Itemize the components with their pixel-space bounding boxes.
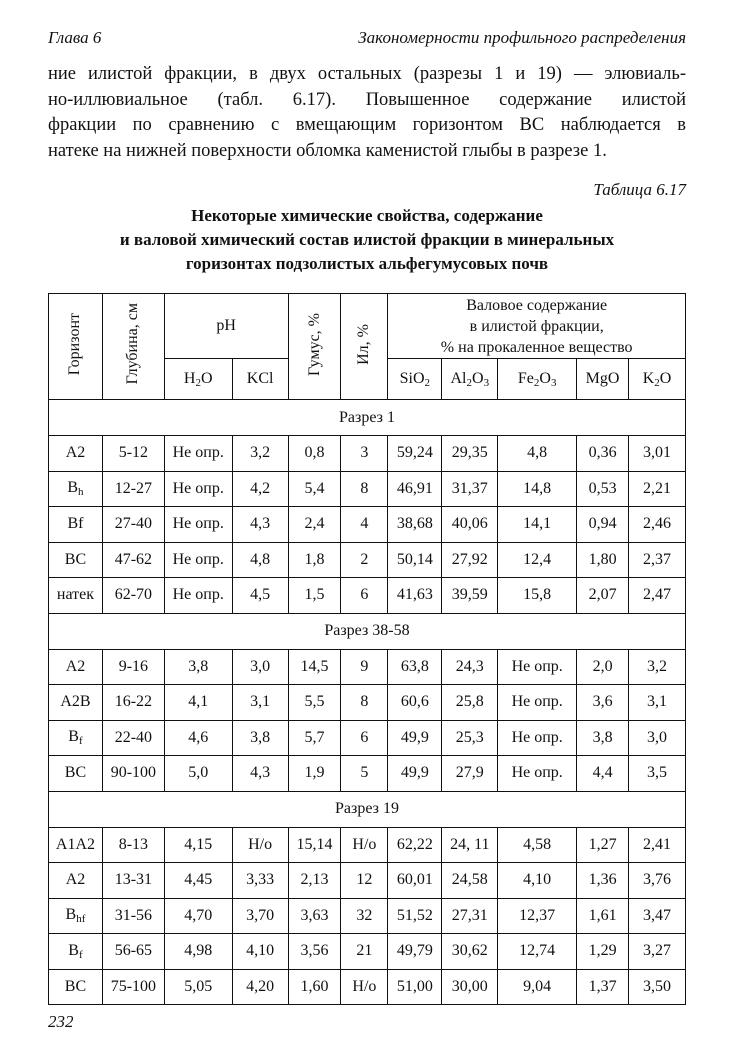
value-cell: 3 — [341, 436, 388, 472]
header-oxide: SiO$_2$ — [388, 359, 442, 400]
value-cell: 14,8 — [498, 471, 577, 507]
value-cell: 49,9 — [388, 720, 442, 756]
value-cell: 12,37 — [498, 898, 577, 934]
value-cell: 2,46 — [629, 507, 686, 543]
value-cell: 50,14 — [388, 542, 442, 578]
value-cell: 3,6 — [577, 685, 629, 721]
value-cell: 3,01 — [629, 436, 686, 472]
value-cell: 5,05 — [164, 969, 232, 1005]
value-cell: 8 — [341, 471, 388, 507]
horizon-cell: $B_h$ — [49, 471, 103, 507]
value-cell: 2 — [341, 542, 388, 578]
header-oxide: $Al_2O_3$ — [442, 359, 498, 400]
value-cell: 27,9 — [442, 756, 498, 792]
value-cell: 51,00 — [388, 969, 442, 1005]
table-row — [49, 685, 686, 721]
value-cell: 32 — [341, 898, 388, 934]
value-cell: 5 — [341, 756, 388, 792]
value-cell: 3,1 — [232, 685, 288, 721]
caption-line: горизонтах подзолистых альфегумусовых почв — [185, 254, 549, 273]
horizon-cell: A2 — [49, 649, 103, 685]
value-cell: 15,8 — [498, 578, 577, 614]
value-cell: 22-40 — [102, 720, 164, 756]
value-cell: 4,45 — [164, 863, 232, 899]
value-cell: 1,36 — [577, 863, 629, 899]
header-ph-h2o: $H_2O$ — [164, 359, 232, 400]
chapter-label: Глава 6 — [48, 28, 102, 47]
value-cell: 41,63 — [388, 578, 442, 614]
value-cell: 2,4 — [288, 507, 341, 543]
value-cell: 4,15 — [164, 827, 232, 863]
value-cell: 3,8 — [577, 720, 629, 756]
value-cell: 0,36 — [577, 436, 629, 472]
value-cell: 24, 11 — [442, 827, 498, 863]
value-cell: 2,13 — [288, 863, 341, 899]
horizon-cell: натек — [49, 578, 103, 614]
table-row — [49, 436, 686, 472]
value-cell: 6 — [341, 578, 388, 614]
value-cell: 4,8 — [498, 436, 577, 472]
value-cell: 3,63 — [288, 898, 341, 934]
paragraph-line: натеке на нижней поверхности обломка каменистой глыбы в разрезе 1. — [48, 140, 607, 161]
header-depth: Глубина, см — [102, 294, 164, 400]
value-cell: 1,9 — [288, 756, 341, 792]
value-cell: 9,04 — [498, 969, 577, 1005]
value-cell: 8 — [341, 685, 388, 721]
section-title: Разрез 38-58 — [49, 613, 686, 649]
value-cell: 12 — [341, 863, 388, 899]
value-cell: 12,4 — [498, 542, 577, 578]
value-cell: 60,6 — [388, 685, 442, 721]
header-horizon: Горизонт — [49, 294, 103, 400]
value-cell: 3,8 — [232, 720, 288, 756]
value-cell: 5,0 — [164, 756, 232, 792]
value-cell: 3,47 — [629, 898, 686, 934]
header-oxide: MgO — [577, 359, 629, 400]
running-header — [48, 28, 686, 50]
value-cell: Не опр. — [164, 542, 232, 578]
value-cell: 4,3 — [232, 507, 288, 543]
value-cell: 0,94 — [577, 507, 629, 543]
value-cell: 12,74 — [498, 934, 577, 970]
value-cell: 60,01 — [388, 863, 442, 899]
caption-line: и валовой химический состав илистой фракции в минеральных — [119, 230, 615, 249]
header-bulk: Валовое содержание в илистой фракции, % на прокаленное вещество — [388, 294, 686, 359]
value-cell: 1,60 — [288, 969, 341, 1005]
value-cell: 49,79 — [388, 934, 442, 970]
value-cell: 3,0 — [629, 720, 686, 756]
value-cell: 5,7 — [288, 720, 341, 756]
data-table — [48, 293, 686, 1005]
value-cell: 30,00 — [442, 969, 498, 1005]
value-cell: 3,1 — [629, 685, 686, 721]
value-cell: 1,8 — [288, 542, 341, 578]
value-cell: 3,33 — [232, 863, 288, 899]
value-cell: Н/о — [232, 827, 288, 863]
value-cell: 27,31 — [442, 898, 498, 934]
value-cell: Не опр. — [498, 756, 577, 792]
value-cell: 2,0 — [577, 649, 629, 685]
table-row — [49, 934, 686, 970]
value-cell: 3,56 — [288, 934, 341, 970]
value-cell: 27-40 — [102, 507, 164, 543]
value-cell: 0,53 — [577, 471, 629, 507]
value-cell: 46,91 — [388, 471, 442, 507]
value-cell: 2,41 — [629, 827, 686, 863]
value-cell: 1,37 — [577, 969, 629, 1005]
body-paragraph — [48, 62, 686, 164]
value-cell: 5,4 — [288, 471, 341, 507]
value-cell: Не опр. — [164, 471, 232, 507]
header-ph: pH — [164, 294, 288, 359]
value-cell: 9-16 — [102, 649, 164, 685]
value-cell: 4,98 — [164, 934, 232, 970]
horizon-cell: A1A2 — [49, 827, 103, 863]
value-cell: 0,8 — [288, 436, 341, 472]
caption-line: Некоторые химические свойства, содержание — [191, 206, 543, 225]
value-cell: 40,06 — [442, 507, 498, 543]
value-cell: 4,20 — [232, 969, 288, 1005]
table-number: Таблица 6.17 — [593, 180, 686, 199]
value-cell: 51,52 — [388, 898, 442, 934]
value-cell: 24,58 — [442, 863, 498, 899]
table-row — [49, 471, 686, 507]
value-cell: 4,1 — [164, 685, 232, 721]
value-cell: 4 — [341, 507, 388, 543]
value-cell: 31,37 — [442, 471, 498, 507]
value-cell: 6 — [341, 720, 388, 756]
value-cell: 9 — [341, 649, 388, 685]
value-cell: 3,76 — [629, 863, 686, 899]
section-title: Разрез 1 — [49, 400, 686, 436]
value-cell: 3,5 — [629, 756, 686, 792]
value-cell: 31-56 — [102, 898, 164, 934]
table-row — [49, 578, 686, 614]
header-ph-kcl: KCl — [232, 359, 288, 400]
header-silt: Ил, % — [341, 294, 388, 400]
header-oxide: $K_2O$ — [629, 359, 686, 400]
paragraph-line: но-иллювиальное (табл. 6.17). Повышенное содержание илистой — [48, 89, 686, 110]
section-title: Разрез 19 — [49, 791, 686, 827]
value-cell: 47-62 — [102, 542, 164, 578]
table-caption — [48, 204, 686, 276]
value-cell: 29,35 — [442, 436, 498, 472]
value-cell: 1,27 — [577, 827, 629, 863]
value-cell: 38,68 — [388, 507, 442, 543]
value-cell: Н/о — [341, 827, 388, 863]
value-cell: 39,59 — [442, 578, 498, 614]
header-humus: Гумус, % — [288, 294, 341, 400]
value-cell: 8-13 — [102, 827, 164, 863]
value-cell: Не опр. — [164, 578, 232, 614]
value-cell: Не опр. — [164, 507, 232, 543]
horizon-cell: A2 — [49, 863, 103, 899]
value-cell: 4,5 — [232, 578, 288, 614]
table-row — [49, 898, 686, 934]
page-number: 232 — [48, 1012, 74, 1031]
value-cell: 1,5 — [288, 578, 341, 614]
horizon-cell: $B_f$ — [49, 934, 103, 970]
horizon-cell: $B_f$ — [49, 720, 103, 756]
table-row — [49, 507, 686, 543]
value-cell: 49,9 — [388, 756, 442, 792]
value-cell: Не опр. — [498, 685, 577, 721]
value-cell: 3,2 — [629, 649, 686, 685]
value-cell: 90-100 — [102, 756, 164, 792]
value-cell: 1,61 — [577, 898, 629, 934]
value-cell: 4,2 — [232, 471, 288, 507]
value-cell: Не опр. — [164, 436, 232, 472]
paragraph-line: ние илистой фракции, в двух остальных (разрезы 1 и 19) — элювиаль- — [48, 64, 686, 84]
value-cell: Не опр. — [498, 649, 577, 685]
value-cell: 3,8 — [164, 649, 232, 685]
horizon-cell: BC — [49, 542, 103, 578]
chapter-title: Закономерности профильного распределения — [358, 28, 686, 47]
table-row — [49, 542, 686, 578]
value-cell: 4,8 — [232, 542, 288, 578]
value-cell: 3,0 — [232, 649, 288, 685]
value-cell: 2,47 — [629, 578, 686, 614]
horizon-cell: Bf — [49, 507, 103, 543]
value-cell: 24,3 — [442, 649, 498, 685]
value-cell: 2,07 — [577, 578, 629, 614]
table-row — [49, 756, 686, 792]
header-oxide: $Fe_2O_3$ — [498, 359, 577, 400]
value-cell: 15,14 — [288, 827, 341, 863]
value-cell: 4,4 — [577, 756, 629, 792]
value-cell: 4,58 — [498, 827, 577, 863]
value-cell: 5-12 — [102, 436, 164, 472]
value-cell: 1,80 — [577, 542, 629, 578]
value-cell: 27,92 — [442, 542, 498, 578]
horizon-cell: $B_{hf}$ — [49, 898, 103, 934]
value-cell: 13-31 — [102, 863, 164, 899]
value-cell: 3,70 — [232, 898, 288, 934]
value-cell: Не опр. — [498, 720, 577, 756]
value-cell: 62-70 — [102, 578, 164, 614]
value-cell: 63,8 — [388, 649, 442, 685]
value-cell: 16-22 — [102, 685, 164, 721]
table-row — [49, 720, 686, 756]
value-cell: 2,21 — [629, 471, 686, 507]
table-row — [49, 649, 686, 685]
value-cell: Н/о — [341, 969, 388, 1005]
value-cell: 56-65 — [102, 934, 164, 970]
value-cell: 14,5 — [288, 649, 341, 685]
horizon-cell: BC — [49, 756, 103, 792]
table-row — [49, 863, 686, 899]
horizon-cell: A2 — [49, 436, 103, 472]
value-cell: 4,6 — [164, 720, 232, 756]
value-cell: 3,27 — [629, 934, 686, 970]
value-cell: 4,3 — [232, 756, 288, 792]
paragraph-line: фракции по сравнению с вмещающим горизонтом ВС наблюдается в — [48, 115, 686, 135]
value-cell: 3,50 — [629, 969, 686, 1005]
value-cell: 59,24 — [388, 436, 442, 472]
value-cell: 62,22 — [388, 827, 442, 863]
horizon-cell: A2B — [49, 685, 103, 721]
table-row — [49, 969, 686, 1005]
value-cell: 30,62 — [442, 934, 498, 970]
value-cell: 75-100 — [102, 969, 164, 1005]
value-cell: 4,10 — [232, 934, 288, 970]
value-cell: 21 — [341, 934, 388, 970]
value-cell: 25,8 — [442, 685, 498, 721]
horizon-cell: BC — [49, 969, 103, 1005]
table-row — [49, 827, 686, 863]
value-cell: 14,1 — [498, 507, 577, 543]
value-cell: 1,29 — [577, 934, 629, 970]
value-cell: 3,2 — [232, 436, 288, 472]
value-cell: 12-27 — [102, 471, 164, 507]
value-cell: 4,70 — [164, 898, 232, 934]
value-cell: 5,5 — [288, 685, 341, 721]
value-cell: 25,3 — [442, 720, 498, 756]
value-cell: 2,37 — [629, 542, 686, 578]
value-cell: 4,10 — [498, 863, 577, 899]
